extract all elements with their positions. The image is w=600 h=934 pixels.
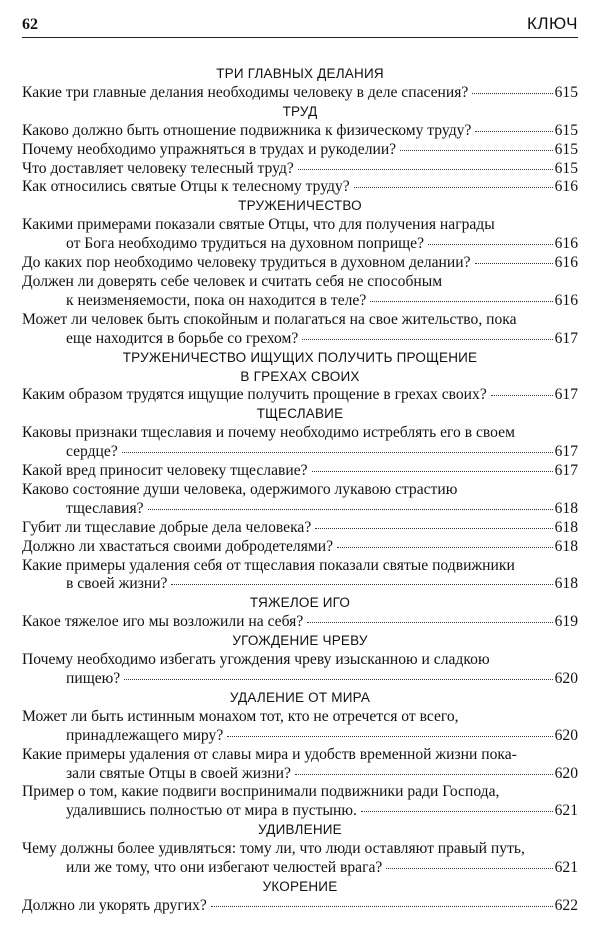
page-number: 62 bbox=[22, 16, 38, 33]
dot-leader bbox=[475, 263, 553, 264]
running-header bbox=[22, 10, 578, 38]
entry-line bbox=[22, 481, 578, 500]
entry-text: тщеславия? bbox=[66, 499, 144, 517]
entry-line bbox=[22, 727, 578, 746]
entry-line bbox=[22, 330, 578, 349]
entry-text: Должно ли хвастаться своими добродетелями? bbox=[22, 537, 334, 555]
entry-text: или же тому, что они избегают челюстей врага? bbox=[66, 859, 383, 877]
dot-leader bbox=[370, 301, 552, 302]
dot-leader bbox=[124, 679, 552, 680]
entry-line bbox=[22, 254, 578, 273]
section-title: В ГРЕХАХ СВОИХ bbox=[240, 368, 360, 384]
index-section bbox=[22, 65, 578, 103]
dot-leader bbox=[171, 584, 552, 585]
entry-text: Какое тяжелое иго мы возложили на себя? bbox=[22, 613, 304, 631]
entry-line bbox=[22, 386, 578, 405]
dot-leader bbox=[428, 244, 553, 245]
entry-text: До каких пор необходимо человеку трудиться в духовном делании? bbox=[22, 254, 471, 272]
dot-leader bbox=[472, 93, 552, 94]
entry-text: Как относились святые Отцы к телесному труду? bbox=[22, 178, 350, 196]
entry-text: Может ли быть истинным монахом тот, кто не отречется от всего, bbox=[22, 707, 459, 725]
entry-text: Каковы признаки тщеславия и почему необходимо истреблять его в своем bbox=[22, 424, 515, 442]
entry-text: Какие три главные делания необходимы человеку в деле спасения? bbox=[22, 83, 469, 101]
index-entry bbox=[22, 160, 578, 179]
index-section bbox=[22, 821, 578, 878]
index-entry bbox=[22, 481, 578, 519]
index-entry bbox=[22, 254, 578, 273]
section-title: УКОРЕНИЕ bbox=[262, 878, 338, 894]
entry-line bbox=[22, 746, 578, 765]
dot-leader bbox=[298, 169, 553, 170]
entry-page-number: 616 bbox=[554, 254, 578, 272]
index-entry bbox=[22, 783, 578, 821]
entry-line bbox=[22, 708, 578, 727]
entry-text: Какими примерами показали святые Отцы, что для получения награды bbox=[22, 216, 495, 234]
entry-text: Должен ли доверять себе человек и считать себя не способным bbox=[22, 272, 443, 290]
index-entry bbox=[22, 651, 578, 689]
entry-line bbox=[22, 575, 578, 594]
entry-text: Почему необходимо избегать угождения чреву изысканною и сладкою bbox=[22, 651, 490, 669]
entry-text: Должно ли укорять других? bbox=[22, 896, 207, 914]
index-entry bbox=[22, 708, 578, 746]
entry-page-number: 618 bbox=[554, 575, 578, 593]
entry-text: Какие примеры удаления себя от тщеславия показали святые подвижники bbox=[22, 556, 515, 574]
entry-page-number: 615 bbox=[554, 140, 578, 158]
entry-page-number: 619 bbox=[554, 613, 578, 631]
dot-leader bbox=[122, 452, 553, 453]
entry-page-number: 617 bbox=[554, 386, 578, 404]
index-entry bbox=[22, 538, 578, 557]
entry-line bbox=[22, 557, 578, 576]
index-entry bbox=[22, 746, 578, 784]
entry-text: Может ли человек быть спокойным и полагаться на свое жительство, пока bbox=[22, 310, 517, 328]
entry-text: в своей жизни? bbox=[66, 575, 168, 593]
dot-leader bbox=[361, 811, 553, 812]
section-title: ТРУЖЕНИЧЕСТВО bbox=[238, 198, 362, 214]
index-content bbox=[22, 65, 578, 916]
section-title: ТЯЖЕЛОЕ ИГО bbox=[249, 595, 351, 611]
entry-page-number: 620 bbox=[554, 670, 578, 687]
dot-leader bbox=[302, 339, 552, 340]
entry-line bbox=[22, 670, 578, 689]
entry-line bbox=[22, 273, 578, 292]
entry-page-number: 615 bbox=[554, 83, 578, 101]
entry-line bbox=[22, 500, 578, 519]
entry-line bbox=[22, 84, 578, 103]
section-title: ТРУД bbox=[282, 103, 318, 119]
entry-page-number: 616 bbox=[554, 291, 578, 309]
entry-text: Какой вред приносит человеку тщеславие? bbox=[22, 462, 308, 480]
section-title: ТРУЖЕНИЧЕСТВО ИЩУЩИХ ПОЛУЧИТЬ ПРОЩЕНИЕ bbox=[122, 349, 478, 365]
entry-text: Какие примеры удаления от славы мира и удобств временной жизни пока- bbox=[22, 745, 517, 763]
index-entry bbox=[22, 84, 578, 103]
entry-line bbox=[22, 141, 578, 160]
entry-text: Что доставляет человеку телесный труд? bbox=[22, 159, 294, 177]
index-entry bbox=[22, 613, 578, 632]
entry-page-number: 621 bbox=[554, 802, 578, 820]
section-title: ТРИ ГЛАВНЫХ ДЕЛАНИЯ bbox=[216, 66, 384, 81]
index-entry bbox=[22, 273, 578, 311]
entry-line bbox=[22, 462, 578, 481]
dot-leader bbox=[386, 868, 552, 869]
section-title: УДАЛЕНИЕ ОТ МИРА bbox=[229, 689, 371, 705]
entry-line bbox=[22, 519, 578, 538]
dot-leader bbox=[475, 131, 552, 132]
entry-text: принадлежащего миру? bbox=[66, 726, 224, 744]
dot-leader bbox=[295, 774, 553, 775]
entry-line bbox=[22, 235, 578, 254]
index-entry bbox=[22, 311, 578, 349]
entry-text: пищею? bbox=[66, 670, 121, 687]
running-title: КЛЮЧ bbox=[527, 14, 578, 33]
entry-text: Губит ли тщеславие добрые дела человека? bbox=[22, 518, 312, 536]
entry-text: к неизменяемости, пока он находится в теле? bbox=[66, 291, 367, 309]
entry-line bbox=[22, 424, 578, 443]
index-entry bbox=[22, 462, 578, 481]
entry-text: Каким образом трудятся ищущие получить прощение в грехах своих? bbox=[22, 386, 487, 404]
entry-page-number: 617 bbox=[554, 329, 578, 347]
entry-page-number: 615 bbox=[554, 121, 578, 139]
entry-line bbox=[22, 311, 578, 330]
entry-page-number: 615 bbox=[554, 159, 578, 177]
dot-leader bbox=[312, 471, 553, 472]
entry-text: Пример о том, какие подвиги воспринимали подвижники ради Господа, bbox=[22, 783, 500, 801]
section-title: УГОЖДЕНИЕ ЧРЕВУ bbox=[232, 633, 368, 649]
index-entry bbox=[22, 141, 578, 160]
entry-page-number: 621 bbox=[554, 859, 578, 877]
index-entry bbox=[22, 178, 578, 197]
dot-leader bbox=[148, 509, 553, 510]
dot-leader bbox=[211, 906, 553, 907]
entry-line bbox=[22, 160, 578, 179]
index-entry bbox=[22, 122, 578, 141]
index-section bbox=[22, 594, 578, 632]
section-title: УДИВЛЕНИЕ bbox=[258, 822, 342, 838]
entry-line bbox=[22, 651, 578, 670]
entry-text: от Бога необходимо трудиться на духовном поприще? bbox=[66, 235, 425, 253]
dot-leader bbox=[337, 547, 553, 548]
dot-leader bbox=[307, 622, 552, 623]
entry-page-number: 622 bbox=[554, 896, 578, 914]
entry-line bbox=[22, 292, 578, 311]
entry-line bbox=[22, 443, 578, 462]
entry-page-number: 616 bbox=[554, 178, 578, 196]
index-entry bbox=[22, 557, 578, 595]
entry-page-number: 617 bbox=[554, 443, 578, 461]
entry-page-number: 618 bbox=[554, 518, 578, 536]
entry-line bbox=[22, 765, 578, 784]
entry-line bbox=[22, 897, 578, 916]
index-entry bbox=[22, 519, 578, 538]
entry-line bbox=[22, 840, 578, 859]
dot-leader bbox=[400, 150, 553, 151]
entry-text: зали святые Отцы в своей жизни? bbox=[66, 764, 291, 782]
entry-text: Почему необходимо упражняться в трудах и рукоделии? bbox=[22, 140, 397, 158]
entry-page-number: 617 bbox=[554, 462, 578, 480]
entry-text: еще находится в борьбе со грехом? bbox=[66, 329, 299, 347]
entry-text: удалившись полностью от мира в пустыню. bbox=[66, 802, 357, 820]
entry-text: Чему должны более удивляться: тому ли, что люди оставляют правый путь, bbox=[22, 840, 525, 858]
dot-leader bbox=[354, 187, 553, 188]
index-entry bbox=[22, 216, 578, 254]
index-entry bbox=[22, 840, 578, 878]
index-section bbox=[22, 632, 578, 689]
entry-line bbox=[22, 783, 578, 802]
index-section bbox=[22, 349, 578, 406]
entry-page-number: 620 bbox=[554, 726, 578, 744]
index-section bbox=[22, 197, 578, 348]
entry-line bbox=[22, 178, 578, 197]
entry-line bbox=[22, 216, 578, 235]
entry-page-number: 620 bbox=[554, 764, 578, 782]
dot-leader bbox=[315, 528, 552, 529]
entry-text: Каково должно быть отношение подвижника к физическому труду? bbox=[22, 121, 472, 139]
entry-text: Каково состояние души человека, одержимого лукавою страстию bbox=[22, 480, 458, 498]
index-section bbox=[22, 405, 578, 594]
section-title: ТЩЕСЛАВИЕ bbox=[256, 406, 344, 422]
entry-line bbox=[22, 538, 578, 557]
entry-line bbox=[22, 122, 578, 141]
index-entry bbox=[22, 386, 578, 405]
entry-page-number: 618 bbox=[554, 537, 578, 555]
entry-text: сердце? bbox=[66, 443, 118, 461]
entry-line bbox=[22, 613, 578, 632]
dot-leader bbox=[227, 736, 552, 737]
entry-page-number: 616 bbox=[554, 235, 578, 253]
index-entry bbox=[22, 424, 578, 462]
index-entry bbox=[22, 897, 578, 916]
index-section bbox=[22, 689, 578, 821]
entry-page-number: 618 bbox=[554, 499, 578, 517]
index-section bbox=[22, 878, 578, 916]
entry-line bbox=[22, 802, 578, 821]
dot-leader bbox=[491, 395, 553, 396]
index-section bbox=[22, 103, 578, 198]
entry-line bbox=[22, 859, 578, 878]
